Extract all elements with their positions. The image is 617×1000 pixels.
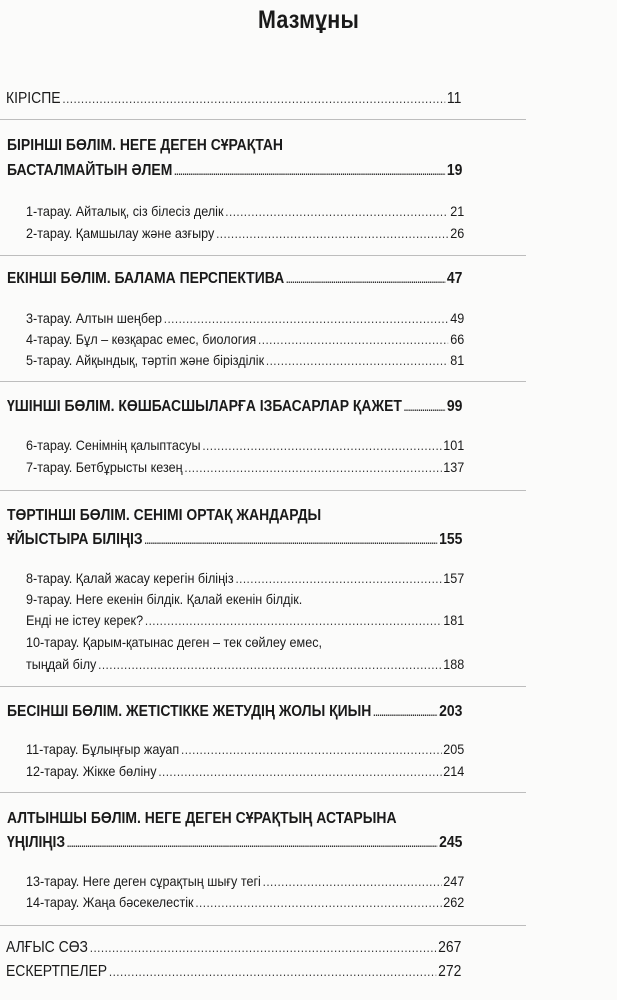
chapter-title: 5-тарау. Айқындық, тәртіп және бірізділік <box>26 352 265 368</box>
chapter-title-line: 9-тарау. Неге екенін білдік. Қалай екенін білдік. <box>26 591 303 607</box>
toc-page-number: 247 <box>443 873 465 889</box>
leader-dots <box>286 275 445 286</box>
part-title: ЕКІНШІ БӨЛІМ. БАЛАМА ПЕРСПЕКТИВА <box>7 270 285 287</box>
part-title: БАСТАЛМАЙТЫН ӘЛЕМ <box>7 162 173 179</box>
chapter-title: 4-тарау. Бұл – көзқарас емес, биология <box>26 331 257 347</box>
toc-page-number: 267 <box>438 939 462 956</box>
toc-page-number: 26 <box>450 225 465 241</box>
chapter-title: 13-тарау. Неге деген сұрақтың шығу тегі <box>26 873 261 889</box>
toc-entry-chapter-13[interactable] <box>26 873 464 889</box>
toc-page-number: 157 <box>443 570 465 586</box>
section-divider <box>0 925 526 926</box>
leader-dots <box>90 940 437 955</box>
toc-page-number: 101 <box>443 437 465 453</box>
toc-entry-part-5[interactable] <box>7 703 462 721</box>
toc-page-number: 245 <box>439 834 463 851</box>
chapter-title: 11-тарау. Бұлыңғыр жауап <box>26 741 180 757</box>
toc-entry-part-6[interactable] <box>7 834 462 852</box>
part-title: БЕСІНШІ БӨЛІМ. ЖЕТІСТІККЕ ЖЕТУДІҢ ЖОЛЫ ҚИЫН <box>7 703 372 720</box>
toc-page-number: 66 <box>450 331 465 347</box>
chapter-title-line: 10-тарау. Қарым-қатынас деген – тек сөйлеу емес, <box>26 634 323 650</box>
leader-dots <box>266 353 449 368</box>
leader-dots <box>258 332 448 347</box>
leader-dots <box>67 839 437 850</box>
toc-page-number: 19 <box>446 162 463 179</box>
leader-dots <box>202 438 441 453</box>
leader-dots <box>158 764 441 779</box>
leader-dots <box>184 460 441 475</box>
leader-dots <box>216 226 448 241</box>
toc-entry-acknowledgements[interactable] <box>6 939 461 957</box>
chapter-title: 12-тарау. Жікке бөліну <box>26 763 157 779</box>
leader-dots <box>144 536 437 547</box>
toc-page-number: 99 <box>446 398 463 415</box>
toc-page-number: 188 <box>443 656 465 672</box>
leader-dots <box>109 964 436 979</box>
toc-entry-chapter-8[interactable] <box>26 570 464 586</box>
part-title-line: ТӨРТІНШІ БӨЛІМ. СЕНІМІ ОРТАҚ ЖАНДАРДЫ <box>7 507 322 524</box>
part-title-line: АЛТЫНШЫ БӨЛІМ. НЕГЕ ДЕГЕН СҰРАҚТЫҢ АСТАРЫНА <box>7 810 397 827</box>
toc-entry-chapter-4[interactable] <box>26 331 464 347</box>
part-title: ҮШІНШІ БӨЛІМ. КӨШБАСШЫЛАРҒА ІЗБАСАРЛАР ҚАЖЕТ <box>7 398 402 415</box>
toc-page-number: 47 <box>446 270 463 287</box>
toc-page-number: 11 <box>446 90 462 107</box>
leader-dots <box>263 874 442 889</box>
toc-entry-part-4[interactable] <box>7 531 462 549</box>
chapter-title: 7-тарау. Бетбұрысты кезең <box>26 459 183 475</box>
toc-entry-chapter-10[interactable] <box>26 656 464 672</box>
toc-page-number: 137 <box>443 459 465 475</box>
toc-entry-chapter-3[interactable] <box>26 310 464 326</box>
toc-entry-chapter-14[interactable] <box>26 894 464 910</box>
part-title: ҮҢІЛІҢІЗ <box>7 834 66 851</box>
section-divider <box>0 490 526 491</box>
leader-dots <box>174 167 445 178</box>
toc-entry-chapter-7[interactable] <box>26 459 464 475</box>
page-title: Мазмұны <box>258 6 359 34</box>
section-divider <box>0 792 526 793</box>
toc-entry-chapter-5[interactable] <box>26 352 464 368</box>
part-title-line: БІРІНШІ БӨЛІМ. НЕГЕ ДЕГЕН СҰРАҚТАН <box>7 137 284 154</box>
leader-dots <box>98 657 441 672</box>
section-divider <box>0 686 526 687</box>
toc-page-number: 214 <box>443 763 465 779</box>
chapter-title: 14-тарау. Жаңа бәсекелестік <box>26 894 194 910</box>
toc-page-number: 181 <box>443 612 465 628</box>
leader-dots <box>235 571 441 586</box>
chapter-title: 2-тарау. Қамшылау және азғыру <box>26 225 215 241</box>
toc-entry-label: КІРІСПЕ <box>6 90 61 107</box>
toc-entry-chapter-2[interactable] <box>26 225 464 241</box>
toc-entry-intro[interactable] <box>6 90 461 108</box>
leader-dots <box>225 204 448 219</box>
toc-entry-chapter-9[interactable] <box>26 612 464 628</box>
toc-entry-part-2[interactable] <box>7 270 462 288</box>
toc-entry-notes[interactable] <box>6 963 461 981</box>
toc-entry-chapter-1[interactable] <box>26 203 464 219</box>
section-divider <box>0 119 526 120</box>
toc-page-number: 272 <box>438 963 462 980</box>
toc-entry-chapter-12[interactable] <box>26 763 464 779</box>
chapter-title: 3-тарау. Алтын шеңбер <box>26 310 162 326</box>
toc-page-number: 262 <box>443 894 465 910</box>
leader-dots <box>164 311 449 326</box>
toc-entry-chapter-6[interactable] <box>26 437 464 453</box>
leader-dots <box>62 91 445 106</box>
chapter-title: Енді не істеу керек? <box>26 612 144 628</box>
toc-entry-chapter-11[interactable] <box>26 741 464 757</box>
chapter-title: тыңдай білу <box>26 656 97 672</box>
chapter-title: 1-тарау. Айталық, сіз білесіз делік <box>26 203 224 219</box>
leader-dots <box>181 742 441 757</box>
toc-page-number: 81 <box>450 352 465 368</box>
toc-entry-part-1[interactable] <box>7 162 462 180</box>
toc-page-number: 205 <box>443 741 465 757</box>
part-title: ҰЙЫСТЫРА БІЛІҢІЗ <box>7 531 143 548</box>
leader-dots <box>373 708 437 719</box>
toc-entry-label: АЛҒЫС СӨЗ <box>6 939 88 956</box>
leader-dots <box>145 613 442 628</box>
section-divider <box>0 381 526 382</box>
leader-dots <box>195 895 441 910</box>
toc-entry-label: ЕСКЕРТПЕЛЕР <box>6 963 108 980</box>
toc-page-number: 21 <box>450 203 465 219</box>
toc-page-number: 155 <box>439 531 463 548</box>
chapter-title: 6-тарау. Сенімнің қалыптасуы <box>26 437 201 453</box>
leader-dots <box>404 403 445 414</box>
chapter-title: 8-тарау. Қалай жасау керегін біліңіз <box>26 570 234 586</box>
toc-page-number: 49 <box>450 310 465 326</box>
section-divider <box>0 255 526 256</box>
toc-page-number: 203 <box>439 703 463 720</box>
toc-entry-part-3[interactable] <box>7 398 462 416</box>
